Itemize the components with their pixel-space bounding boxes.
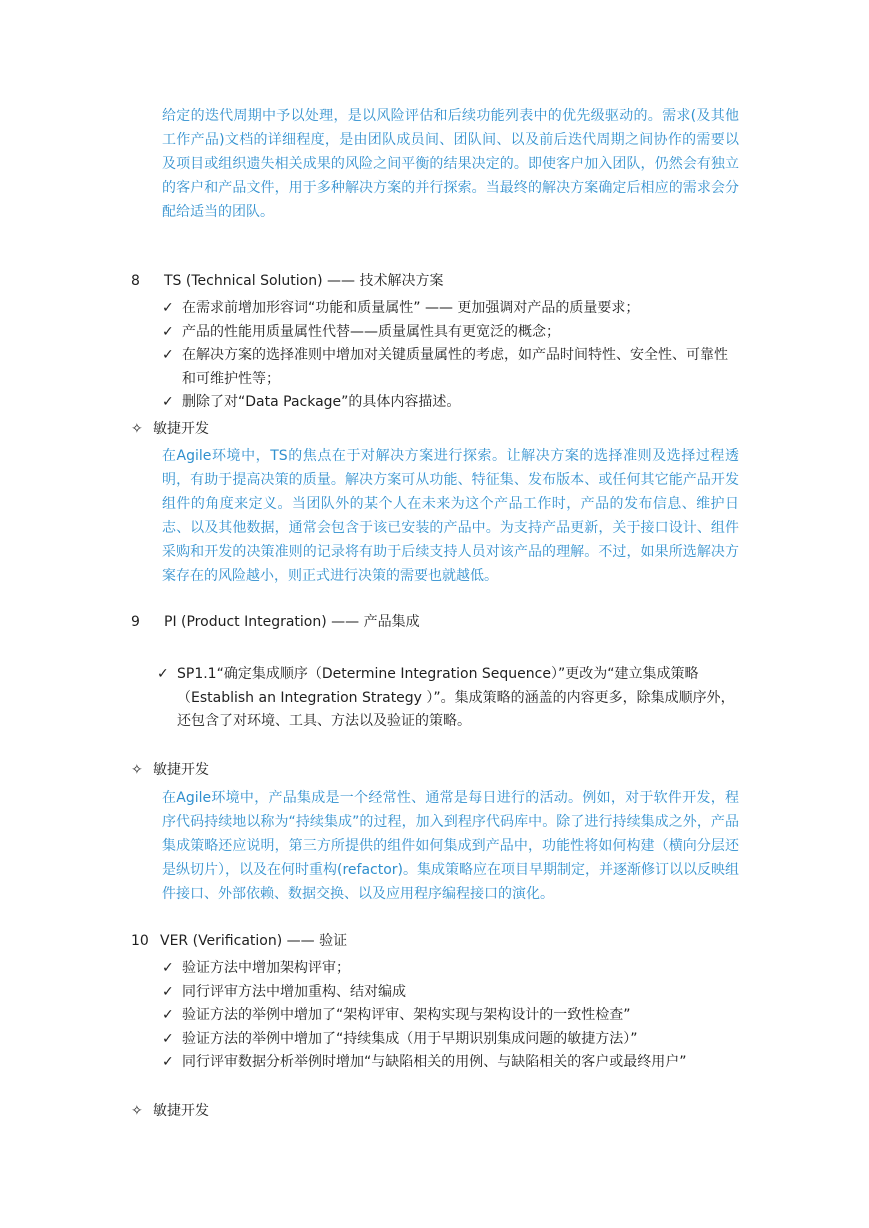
check-icon: ✓ xyxy=(162,983,174,1000)
agile-paragraph-ts: 在Agile环境中，TS的焦点在于对解决方案进行探索。让解决方案的选择准则及选择过程透明，有助于提高决策的质量。解决方案可从功能、特征集、发布版本、或任何其它能产品开发组件的角度来定义。当团队外的某个人在未来为这个产品工作时，产品的发布信息、维护日志、以及其他数据，通常会包含于该已安装的产品中。为支持产品更新，关于接口设计、组件采购和开发的决策准则的记录将有助于后续支持人员对该产品的理解。不过，如果所选解决方案存在的风险越小，则正式进行决策的需要也就越低。 xyxy=(162,448,739,584)
section-title: PI (Product Integration) —— 产品集成 xyxy=(164,614,420,630)
check-icon: ✓ xyxy=(162,1054,174,1070)
diamond-icon: ✧ xyxy=(131,1103,143,1119)
agile-heading-pi: ✧ 敏捷开发 xyxy=(131,759,209,781)
list-item: ✓ 删除了对“Data Package”的具体内容描述。 xyxy=(162,391,742,415)
check-icon: ✓ xyxy=(162,347,174,363)
list-item: ✓ 同行评审方法中增加重构、结对编成 xyxy=(162,981,742,1005)
diamond-icon: ✧ xyxy=(131,762,143,778)
agile-heading-ver: ✧ 敏捷开发 xyxy=(131,1100,209,1122)
intro-paragraph: 给定的迭代周期中予以处理，是以风险评估和后续功能列表中的优先级驱动的。需求(及其他工作产品)文档的详细程度，是由团队成员间、团队间、以及前后迭代周期之间协作的需要以及项目或组织遗失相关成果的风险之间平衡的结果决定的。即使客户加入团队，仍然会有独立的客户和产品文件，用于多种解决方案的并行探索。当最终的解决方案确定后相应的需求会分配给适当的团队。 xyxy=(162,108,739,220)
section-heading-pi xyxy=(131,611,420,633)
list-item: ✓ 验证方法的举例中增加了“持续集成（用于早期识别集成问题的敏捷方法）” xyxy=(162,1028,742,1052)
check-icon: ✓ xyxy=(157,666,169,682)
ver-change-list xyxy=(162,957,742,1075)
ts-change-list xyxy=(162,297,742,415)
list-item: ✓ 同行评审数据分析举例时增加“与缺陷相关的用例、与缺陷相关的客户或最终用户” xyxy=(162,1051,742,1075)
diamond-icon: ✧ xyxy=(131,421,143,437)
section-number: 8 xyxy=(131,273,140,289)
section-number: 9 xyxy=(131,614,140,630)
list-item: ✓ 在解决方案的选择准则中增加对关键质量属性的考虑，如产品时间特性、安全性、可靠性和可维护性等； xyxy=(162,344,742,391)
check-icon: ✓ xyxy=(162,323,174,340)
check-icon: ✓ xyxy=(162,1007,174,1023)
list-item: ✓ 验证方法中增加架构评审； xyxy=(162,957,742,981)
section-title: TS (Technical Solution) —— 技术解决方案 xyxy=(164,273,444,289)
section-number: 10 xyxy=(131,933,149,949)
section-heading-ts xyxy=(131,270,443,292)
agile-paragraph-pi: 在Agile环境中，产品集成是一个经常性、通常是每日进行的活动。例如，对于软件开发，程序代码持续地以称为“持续集成”的过程，加入到程序代码库中。除了进行持续集成之外，产品集成策略还应说明，第三方所提供的组件如何集成到产品中，功能性将如何构建（横向分层还是纵切片），以及在何时重构(refactor)。集成策略应在项目早期制定，并逐渐修订以以反映组件接口、外部依赖、数据交换、以及应用程序编程接口的演化。 xyxy=(162,790,739,902)
check-icon: ✓ xyxy=(162,960,174,976)
pi-change-list xyxy=(157,663,742,734)
check-icon: ✓ xyxy=(162,1030,174,1047)
check-icon: ✓ xyxy=(162,300,174,316)
section-heading-ver xyxy=(131,930,347,952)
agile-heading-ts: ✧ 敏捷开发 xyxy=(131,418,209,440)
list-item: ✓ SP1.1“确定集成顺序（Determine Integration Sequence）”更改为“建立集成策略（Establish an Integration Strategy ）”。集成策略的涵盖的内容更多，除集成顺序外，还包含了对环境、工具、方法以及验证的策略。 xyxy=(157,663,742,734)
list-item: ✓ 验证方法的举例中增加了“架构评审、架构实现与架构设计的一致性检查” xyxy=(162,1004,742,1028)
list-item: ✓ 产品的性能用质量属性代替——质量属性具有更宽泛的概念； xyxy=(162,321,742,345)
check-icon: ✓ xyxy=(162,394,174,410)
section-title: VER (Verification) —— 验证 xyxy=(160,933,348,949)
list-item: ✓ 在需求前增加形容词“功能和质量属性” —— 更加强调对产品的质量要求； xyxy=(162,297,742,321)
